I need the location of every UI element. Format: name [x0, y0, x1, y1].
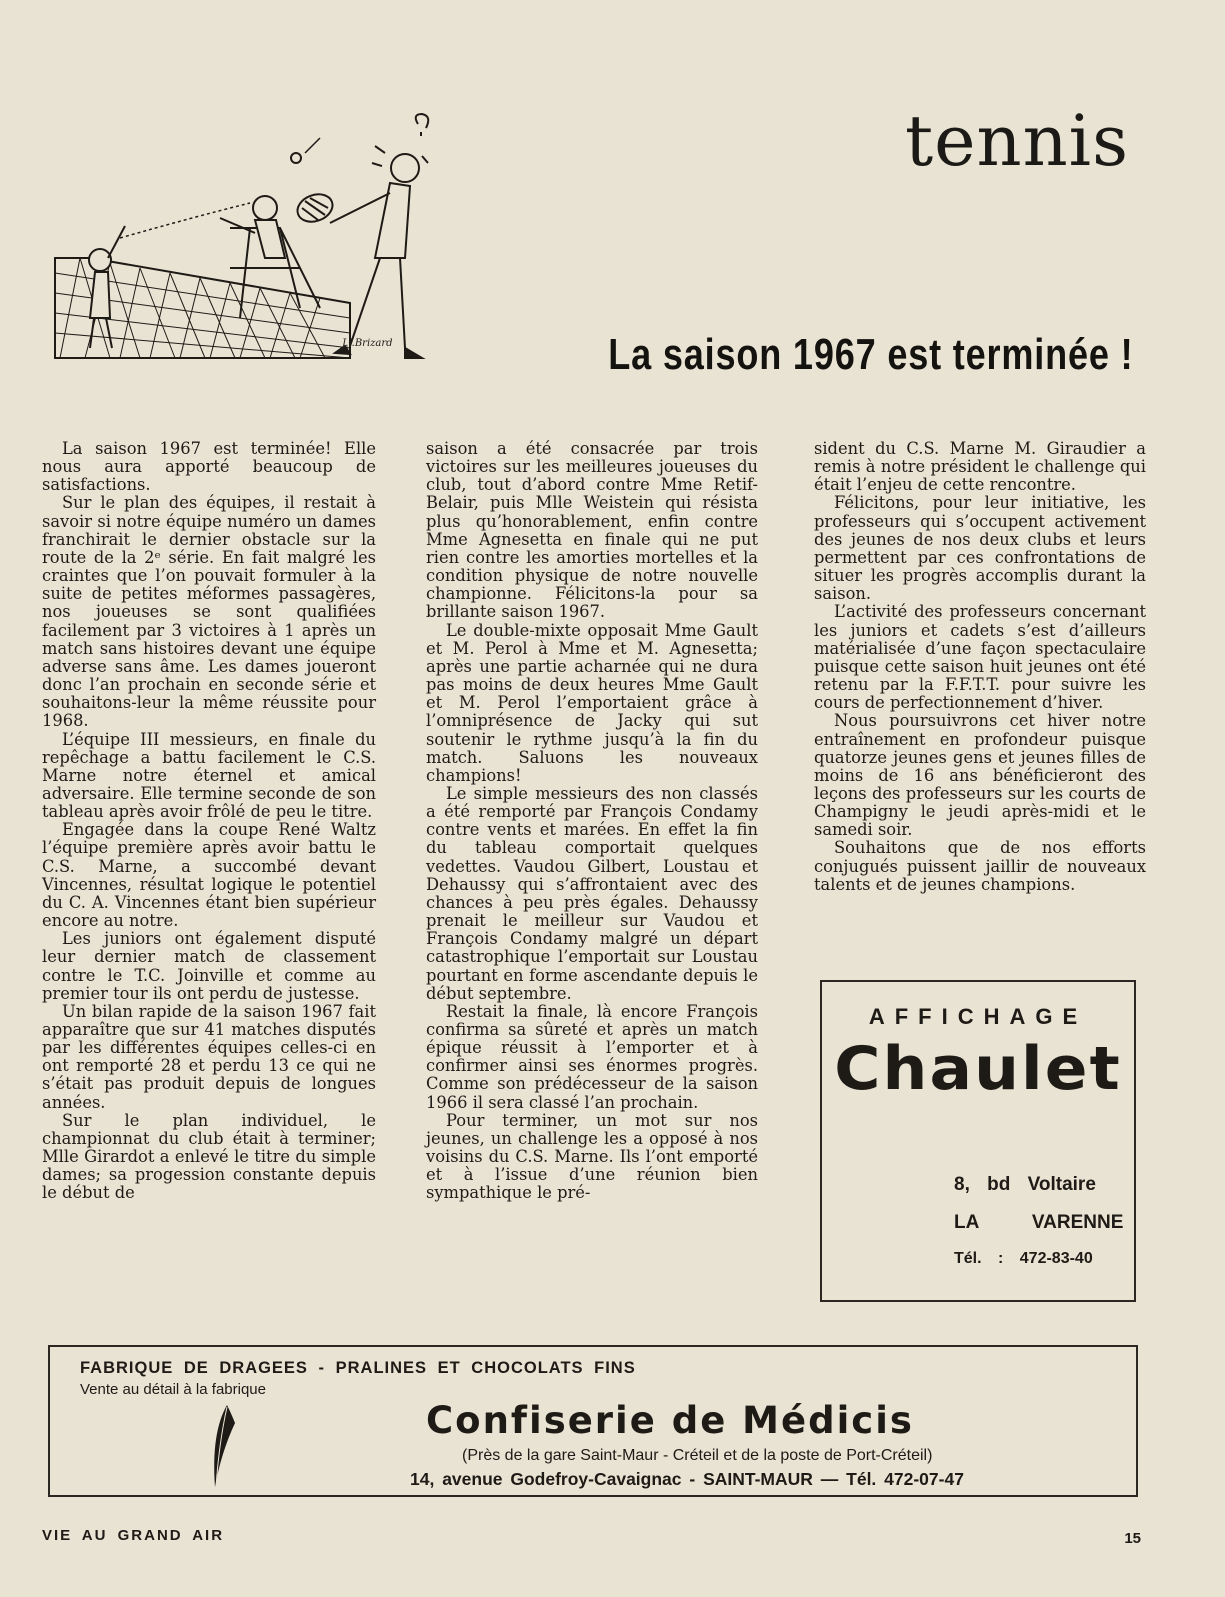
paragraph: sident du C.S. Marne M. Giraudier a remis à notre président le challenge qui était l’enjeu de cette rencontre.: [814, 439, 1146, 495]
ad-location: (Près de la gare Saint-Maur - Créteil et de la poste de Port-Créteil): [462, 1447, 933, 1464]
ad-title: AFFICHAGE: [868, 1004, 1088, 1029]
paragraph: L’activité des professeurs concernant les juniors et cadets s’est d’ailleurs matérialisée d’une façon spectaculaire puisque cette saison huit jeunes ont été retenu par la F.F.T.T. pour suivre les cours de perfectionnement d’hiver.: [814, 602, 1146, 713]
confiserie-advertisement: [48, 1345, 1138, 1497]
ad-brand: Chaulet: [834, 1034, 1122, 1104]
paragraph: Souhaitons que de nos efforts conjugués puissent jaillir de nouveaux talents et de jeunes champions.: [814, 838, 1146, 894]
paragraph: La saison 1967 est terminée! Elle nous aura apporté beaucoup de satisfactions.: [42, 439, 376, 495]
paragraph: Le simple messieurs des non classés a été remporté par François Condamy contre vents et marées. En effet la fin du tableau comportait quelques vedettes. Vaudou Gilbert, Loustau et Dehaussy qui s’affrontaient avec des chances à peu près égales. Dehaussy prenait le meilleur sur Vaudou et François Condamy malgré un départ catastrophique l’emportait sur Loustau pourtant en forme ascendante depuis le début septembre.: [426, 783, 758, 1003]
paragraph: Nous poursuivrons cet hiver notre entraînement en profondeur puisque quatorze jeunes gens et jeunes filles de moins de 16 ans bénéficieront des leçons des professeurs sur les courts de Champigny le jeudi après-midi et le samedi soir.: [814, 711, 1146, 840]
ad-products: FABRIQUE DE DRAGEES - PRALINES ET CHOCOLATS FINS: [80, 1359, 636, 1377]
paragraph: Sur le plan individuel, le championnat du club était à terminer; Mlle Girardot a enlevé le titre du simple dames; sa progession constante depuis le début de: [42, 1110, 376, 1203]
feather-icon: [205, 1403, 245, 1489]
paragraph: Pour terminer, un mot sur nos jeunes, un challenge les a opposé à nos voisins du C.S. Marne. Ils l’ont emporté et à l’issue d’une réunion bien sympathique le pré-: [426, 1110, 758, 1203]
paragraph: Engagée dans la coupe René Waltz l’équipe première après avoir battu le C.S. Marne, a succombé devant Vincennes, résultat logique le potentiel du C. A. Vincennes étant bien supérieur encore au notre.: [42, 820, 376, 931]
paragraph: Félicitons, pour leur initiative, les professeurs qui s’occupent activement des jeunes de nos deux clubs et leurs permettent par ces confrontations de situer les progrès accomplis durant la saison.: [814, 493, 1146, 604]
ad-sales-note: Vente au détail à la fabrique: [80, 1381, 266, 1398]
article-column-2: [426, 440, 758, 1203]
section-title: tennis: [904, 100, 1129, 182]
article-column-3: [814, 440, 1146, 894]
article-column-1: [42, 440, 376, 1203]
paragraph: Le double-mixte opposait Mme Gault et M. Perol à Mme et M. Agnesetta; après une partie acharnée qui ne dura pas moins de deux heures Mme Gault et M. Perol l’emportaient grâce à l’omniprésence de Jacky qui sut soutenir le rythme jusqu’à la fin du match. Saluons les nouveaux champions!: [426, 620, 758, 785]
ad-address-street: 8, bd Voltaire: [954, 1174, 1096, 1195]
paragraph: Un bilan rapide de la saison 1967 fait apparaître que sur 41 matches disputés par les différentes équipes celles-ci en ont remporté 28 et perdu 13 ce qui ne s’était pas produit depuis de longues années.: [42, 1001, 376, 1112]
tennis-cartoon-illustration: [50, 108, 430, 373]
paragraph: L’équipe III messieurs, en finale du repêchage a battu facilement le C.S. Marne notre éternel et amical adversaire. Elle termine seconde de son tableau après avoir frôlé de peu le titre.: [42, 729, 376, 822]
magazine-name: VIE AU GRAND AIR: [42, 1527, 225, 1544]
paragraph: Les juniors ont également disputé leur dernier match de classement contre le T.C. Joinville et comme au premier tour ils ont perdu de justesse.: [42, 929, 376, 1003]
ad-phone: Tél. : 472-83-40: [954, 1250, 1093, 1267]
paragraph: Sur le plan des équipes, il restait à savoir si notre équipe numéro un dames franchirait le dernier obstacle sur la route de la 2ᵉ série. En fait malgré les craintes que l’on pouvait formuler à la suite de petites méformes passagères, nos joueuses se sont qualifiées facilement par 3 victoires à 1 après un match sans histoires devant une équipe adverse sans âme. Les dames joueront donc l’an prochain en seconde série et souhaitons-leur la même réussite pour 1968.: [42, 493, 376, 731]
paragraph: Restait la finale, là encore François confirma sa sûreté et après un match épique réussit à l’emporter et à confirmer ainsi ses énormes progrès. Comme son prédécesseur de la saison 1966 il sera classé l’an prochain.: [426, 1001, 758, 1112]
paragraph: saison a été consacrée par trois victoires sur les meilleures joueuses du club, tout d’abord contre Mme Retif-Belair, puis Mlle Weistein qui résista plus qu’honorablement, enfin contre Mme Agnesetta en finale qui ne put rien contre les amorties mortelles et la condition physique de notre nouvelle championne. Félicitons-la pour sa brillante saison 1967.: [426, 439, 758, 622]
article-headline: La saison 1967 est terminée !: [607, 330, 1133, 379]
ad-shop-name: Confiserie de Médicis: [426, 1399, 914, 1442]
ad-address-town: LA VARENNE: [954, 1212, 1124, 1233]
ad-address: 14, avenue Godefroy-Cavaignac - SAINT-MAUR — Tél. 472-07-47: [410, 1469, 964, 1489]
page-number: 15: [1124, 1530, 1141, 1547]
illustration-signature: J.J.Brizard: [342, 338, 393, 349]
affichage-advertisement: [820, 980, 1136, 1302]
